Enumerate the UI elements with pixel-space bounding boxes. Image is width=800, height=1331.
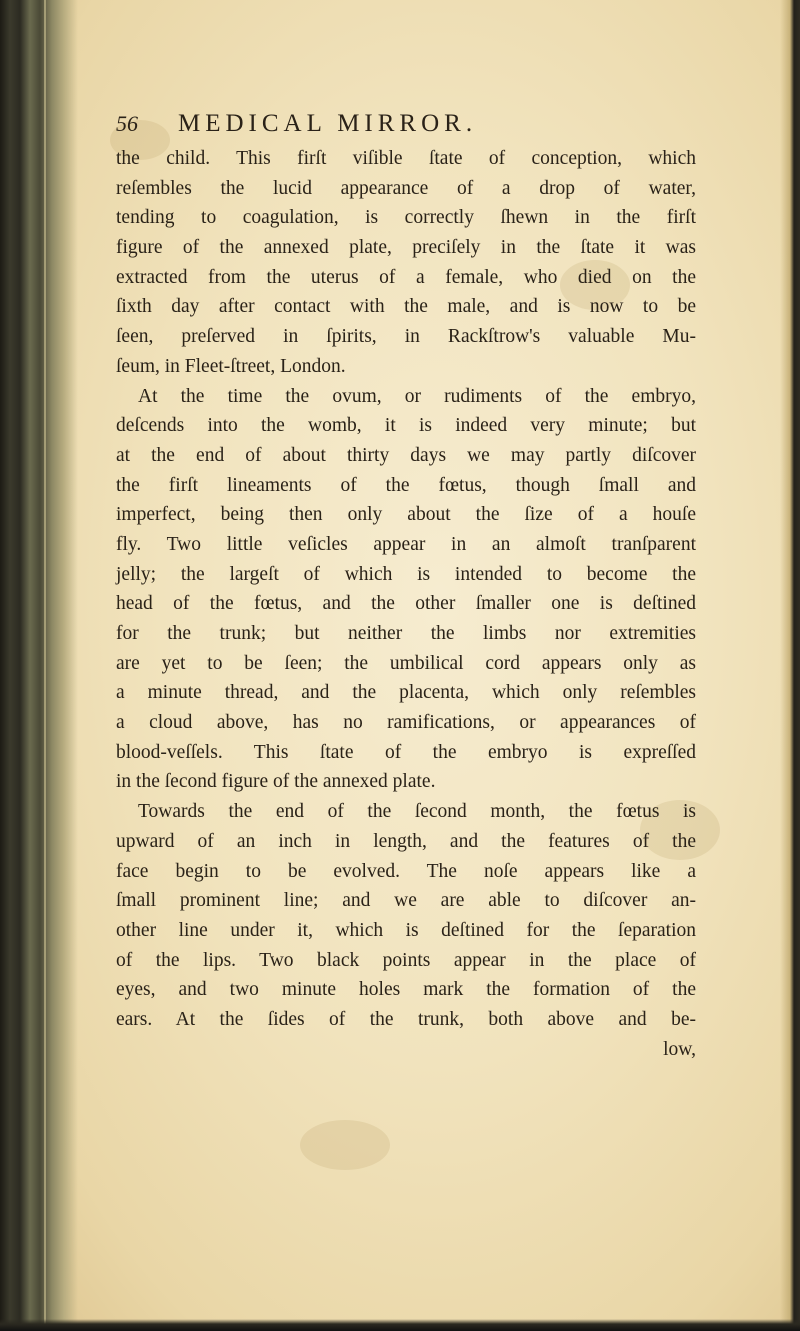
text-line: imperfect, being then only about the ſize of a houſe — [116, 504, 696, 526]
text-line: a minute thread, and the placenta, which only reſembles — [116, 682, 696, 704]
text-line: jelly; the largeſt of which is intended to become the — [116, 563, 696, 585]
text-line: are yet to be ſeen; the umbilical cord appears only as — [116, 652, 696, 674]
text-line: head of the fœtus, and the other ſmaller one is deſtined — [116, 593, 696, 615]
text-line: face begin to be evolved. The noſe appears like a — [116, 860, 696, 882]
text-line: tending to coagulation, is correctly ſhewn in the firſt — [116, 207, 696, 229]
bottom-page-edge — [0, 1319, 800, 1331]
text-line: other line under it, which is deſtined for the ſeparation — [116, 919, 696, 941]
text-line: At the time the ovum, or rudiments of the embryo, — [138, 385, 696, 407]
text-line: deſcends into the womb, it is indeed very minute; but — [116, 415, 696, 437]
text-line: ſeen, preſerved in ſpirits, in Rackſtrow's valuable Mu- — [116, 326, 696, 348]
text-line: the firſt lineaments of the fœtus, though ſmall and — [116, 474, 696, 496]
text-line: ſeum, in Fleet-ſtreet, London. — [116, 355, 346, 377]
gutter-crease — [44, 0, 46, 1331]
text-line: upward of an inch in length, and the features of the — [116, 830, 696, 852]
page-header — [116, 104, 696, 144]
text-line: ears. At the ſides of the trunk, both above and be- — [116, 1008, 696, 1030]
text-line: a cloud above, has no ramifications, or appearances of — [116, 712, 696, 734]
text-line: eyes, and two minute holes mark the formation of the — [116, 979, 696, 1001]
text-line: extracted from the uterus of a female, who died on the — [116, 266, 696, 288]
text-line: the child. This firſt viſible ſtate of conception, which — [116, 148, 696, 169]
catchword: low, — [663, 1038, 696, 1060]
paper-stain — [300, 1120, 390, 1170]
text-line: Towards the end of the ſecond month, the fœtus is — [138, 801, 696, 823]
text-line: blood-veſſels. This ſtate of the embryo is expreſſed — [116, 741, 696, 763]
page-number: 56 — [116, 111, 138, 136]
text-line: in the ſecond figure of the annexed plate. — [116, 771, 436, 793]
right-page-edge — [780, 0, 800, 1331]
text-line: fly. Two little veſicles appear in an almoſt tranſparent — [116, 533, 696, 555]
text-line: reſembles the lucid appearance of a drop of water, — [116, 177, 696, 199]
text-line: ſixth day after contact with the male, and is now to be — [116, 296, 696, 318]
text-line: at the end of about thirty days we may partly diſcover — [116, 444, 696, 466]
text-line: for the trunk; but neither the limbs nor extremities — [116, 623, 696, 644]
body-text — [116, 144, 696, 1064]
text-line: ſmall prominent line; and we are able to diſcover an- — [116, 890, 696, 912]
text-line: figure of the annexed plate, preciſely in the ſtate it was — [116, 237, 696, 259]
book-binding-gutter — [0, 0, 78, 1331]
running-head: MEDICAL MIRROR. — [178, 110, 478, 137]
text-line: of the lips. Two black points appear in the place of — [116, 949, 696, 971]
